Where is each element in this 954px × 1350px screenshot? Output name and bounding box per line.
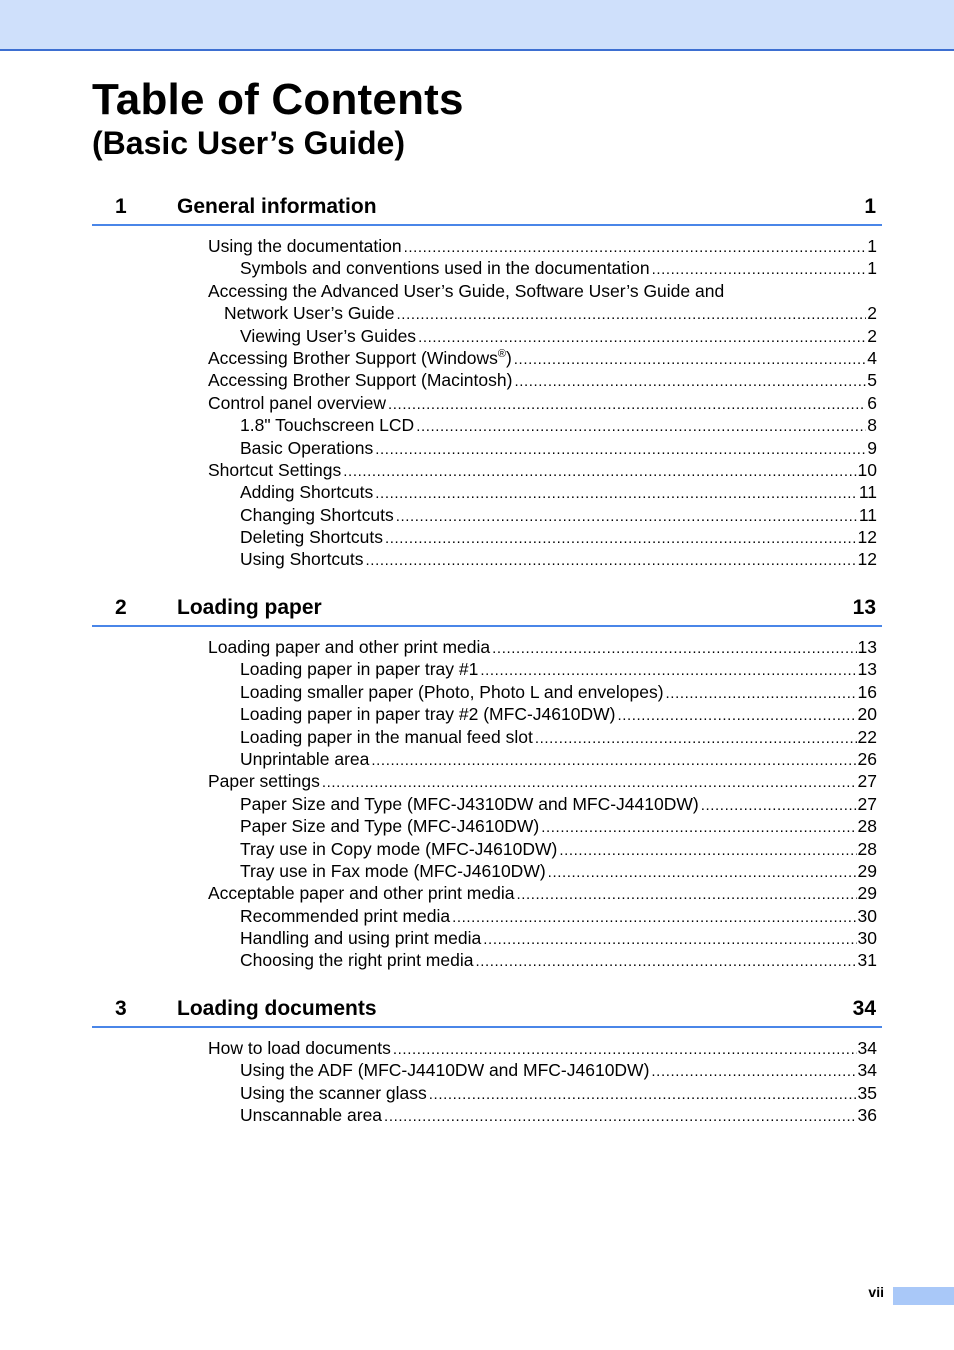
toc-entry-page: 8 xyxy=(867,415,877,436)
toc-entry[interactable] xyxy=(92,302,877,324)
dot-leader xyxy=(416,416,866,438)
toc-entry-page: 34 xyxy=(857,1038,877,1058)
toc-entry-title: Control panel overview xyxy=(208,392,387,413)
toc-entry[interactable] xyxy=(92,1082,877,1104)
toc-entry-title: Paper Size and Type (MFC-J4610DW) xyxy=(240,816,540,837)
toc-entry[interactable] xyxy=(92,1059,877,1081)
dot-leader xyxy=(548,862,857,884)
chapter-number: 3 xyxy=(115,997,127,1020)
registered-mark: ® xyxy=(497,348,506,361)
toc-entry-page: 9 xyxy=(867,437,877,458)
toc-entry-title: Tray use in Copy mode (MFC-J4610DW) xyxy=(240,838,558,859)
header-band xyxy=(0,0,954,51)
dot-leader xyxy=(514,349,866,371)
footer-tab xyxy=(893,1287,954,1305)
toc-entry-title: Basic Operations xyxy=(240,437,374,458)
dot-leader xyxy=(492,638,856,660)
toc-entry[interactable] xyxy=(92,459,877,481)
toc-entry-title: Paper Size and Type (MFC-J4310DW and MFC-J4410DW) xyxy=(240,793,699,814)
chapter-title: Loading paper xyxy=(177,596,322,619)
page-subtitle: (Basic User’s Guide) xyxy=(92,125,405,161)
dot-leader xyxy=(397,304,867,326)
toc-entry-title: Unprintable area xyxy=(240,748,370,769)
toc-entry[interactable] xyxy=(92,681,877,703)
toc-entry-page: 4 xyxy=(867,347,877,368)
toc-entry-page: 29 xyxy=(857,883,877,904)
page-title: Table of Contents xyxy=(92,75,464,124)
chapter-heading[interactable] xyxy=(92,994,882,1028)
toc-entry[interactable] xyxy=(92,1104,877,1126)
dot-leader xyxy=(617,705,856,727)
dot-leader xyxy=(418,327,866,349)
toc-entry-page: 1 xyxy=(867,236,877,256)
toc-entry-title: Using the documentation xyxy=(208,236,402,256)
toc-entry[interactable] xyxy=(92,927,877,949)
toc-entry-page: 36 xyxy=(857,1105,877,1126)
dot-leader xyxy=(385,528,857,550)
toc-entry-page: 11 xyxy=(858,482,877,503)
toc-entry-title: Accessing the Advanced User’s Guide, Software User’s Guide and xyxy=(208,280,725,301)
toc-entry-title: Deleting Shortcuts xyxy=(240,527,383,548)
dot-leader xyxy=(396,506,858,528)
toc-entry-title: Loading paper and other print media xyxy=(208,637,491,657)
toc-entry-title: Recommended print media xyxy=(240,905,451,926)
toc-entry-page: 5 xyxy=(867,370,877,391)
dot-leader xyxy=(429,1084,857,1106)
dot-leader xyxy=(666,683,857,705)
toc-entry-list xyxy=(92,226,882,571)
toc-entry-page: 35 xyxy=(857,1082,877,1103)
chapter-heading[interactable] xyxy=(92,192,882,226)
toc-entry[interactable] xyxy=(92,280,877,302)
toc-entry-page: 29 xyxy=(857,860,877,881)
toc-entry[interactable] xyxy=(92,347,877,369)
toc-entry[interactable] xyxy=(92,526,877,548)
toc-entry-title: Unscannable area xyxy=(240,1105,383,1126)
dot-leader xyxy=(393,1039,857,1061)
toc-entry[interactable] xyxy=(92,414,877,436)
chapter-page-number: 34 xyxy=(852,997,876,1020)
toc-entry-title: Adding Shortcuts xyxy=(240,482,374,503)
dot-leader xyxy=(366,550,857,572)
toc-entry[interactable] xyxy=(92,437,877,459)
toc-entry-title: Using the ADF (MFC-J4410DW and MFC-J4610DW) xyxy=(240,1060,650,1081)
toc-entry-title: Symbols and conventions used in the documentation xyxy=(240,258,650,279)
toc-entry-page: 28 xyxy=(857,838,877,859)
toc-entry-title: Accessing Brother Support (Windows®) xyxy=(208,347,512,368)
toc-entry[interactable] xyxy=(92,325,877,347)
dot-leader xyxy=(541,817,856,839)
toc-entry-title: Loading paper in paper tray #1 xyxy=(240,659,479,680)
dot-leader xyxy=(375,483,858,505)
toc-entry-title: Network User’s Guide xyxy=(224,303,395,324)
toc-entry[interactable] xyxy=(92,949,877,971)
toc-entry[interactable] xyxy=(92,860,877,882)
toc-entry-list xyxy=(92,627,882,972)
dot-leader xyxy=(371,750,856,772)
toc-entry-page: 27 xyxy=(857,793,877,814)
dot-leader xyxy=(322,772,857,794)
toc-entry[interactable] xyxy=(92,392,877,414)
toc-entry-page: 1 xyxy=(867,258,877,279)
toc-entry[interactable] xyxy=(92,703,877,725)
dot-leader xyxy=(404,237,867,259)
toc-entry[interactable] xyxy=(92,793,877,815)
chapter-page-number: 1 xyxy=(864,195,876,218)
toc-entry-page: 27 xyxy=(857,771,877,792)
chapter-number: 2 xyxy=(115,596,127,619)
chapter-number: 1 xyxy=(115,195,127,218)
toc-entry-page: 12 xyxy=(857,527,877,548)
toc-entry-list xyxy=(92,1028,882,1127)
toc-entry-title: Paper settings xyxy=(208,771,320,792)
dot-leader xyxy=(652,259,867,281)
toc-entry-page: 30 xyxy=(857,928,877,949)
toc-entry[interactable] xyxy=(92,838,877,860)
toc-entry-page: 10 xyxy=(857,459,877,480)
toc-entry[interactable] xyxy=(92,770,877,792)
toc-entry-page: 2 xyxy=(867,303,877,324)
toc-entry-title: Handling and using print media xyxy=(240,928,482,949)
toc-entry[interactable] xyxy=(92,658,877,680)
dot-leader xyxy=(452,907,856,929)
toc-entry-title: 1.8" Touchscreen LCD xyxy=(240,415,415,436)
toc-entry[interactable] xyxy=(92,504,877,526)
toc-entry[interactable] xyxy=(92,369,877,391)
toc-entry[interactable] xyxy=(92,748,877,770)
dot-leader xyxy=(514,371,866,393)
toc-entry-title: Using Shortcuts xyxy=(240,549,364,570)
dot-leader xyxy=(384,1106,856,1128)
chapter-page-number: 13 xyxy=(852,596,876,619)
toc-entry-page: 31 xyxy=(857,950,877,971)
dot-leader xyxy=(475,951,856,973)
chapter-title: General information xyxy=(177,195,377,218)
toc-entry[interactable] xyxy=(92,636,877,658)
toc-entry-page: 11 xyxy=(858,504,877,525)
dot-leader xyxy=(388,394,866,416)
toc-entry-page: 34 xyxy=(857,1060,877,1081)
toc-entry-page: 16 xyxy=(857,681,877,702)
toc-entry-title: Loading paper in the manual feed slot xyxy=(240,726,533,747)
chapter-section xyxy=(92,192,882,571)
toc-entry-page: 28 xyxy=(857,816,877,837)
toc-entry-page: 12 xyxy=(857,549,877,570)
toc-entry-title: How to load documents xyxy=(208,1038,391,1058)
toc-entry-page: 13 xyxy=(857,659,877,680)
toc-entry[interactable] xyxy=(92,235,877,257)
toc-entry-title: Loading smaller paper (Photo, Photo L and envelopes) xyxy=(240,681,664,702)
toc-entry[interactable] xyxy=(92,481,877,503)
dot-leader xyxy=(701,795,857,817)
toc-entry-title: Using the scanner glass xyxy=(240,1082,427,1103)
toc-entry-page: 26 xyxy=(857,748,877,769)
toc-entry-page: 2 xyxy=(867,325,877,346)
dot-leader xyxy=(516,884,856,906)
toc-entry-title: Choosing the right print media xyxy=(240,950,474,971)
toc-entry[interactable] xyxy=(92,815,877,837)
dot-leader xyxy=(375,439,866,461)
dot-leader xyxy=(480,660,856,682)
dot-leader xyxy=(651,1061,856,1083)
toc-entry-title: Tray use in Fax mode (MFC-J4610DW) xyxy=(240,860,546,881)
toc-entry[interactable] xyxy=(92,726,877,748)
chapter-section xyxy=(92,593,882,972)
toc-entry-title: Loading paper in paper tray #2 (MFC-J4610DW) xyxy=(240,704,616,725)
dot-leader xyxy=(535,728,857,750)
chapter-title: Loading documents xyxy=(177,997,377,1020)
toc-entry-page: 20 xyxy=(857,704,877,725)
dot-leader xyxy=(483,929,856,951)
toc-entry-title: Acceptable paper and other print media xyxy=(208,883,515,904)
toc-entry[interactable] xyxy=(92,1037,877,1059)
toc-entry-title: Shortcut Settings xyxy=(208,459,342,480)
toc-entry[interactable] xyxy=(92,257,877,279)
toc-entry[interactable] xyxy=(92,548,877,570)
dot-leader xyxy=(559,840,856,862)
toc-entry-title: Viewing User’s Guides xyxy=(240,325,417,346)
chapter-heading[interactable] xyxy=(92,593,882,627)
dot-leader xyxy=(343,461,856,483)
toc-entry-page: 22 xyxy=(857,726,877,747)
toc-entry[interactable] xyxy=(92,882,877,904)
toc-entry-page: 6 xyxy=(867,392,877,413)
toc-entry[interactable] xyxy=(92,905,877,927)
toc-entry-title: Changing Shortcuts xyxy=(240,504,394,525)
chapter-section xyxy=(92,994,882,1127)
toc-entry-page: 30 xyxy=(857,905,877,926)
page-number: vii xyxy=(868,1284,884,1300)
toc-entry-page: 13 xyxy=(857,637,877,657)
toc-entry-title: Accessing Brother Support (Macintosh) xyxy=(208,370,513,391)
